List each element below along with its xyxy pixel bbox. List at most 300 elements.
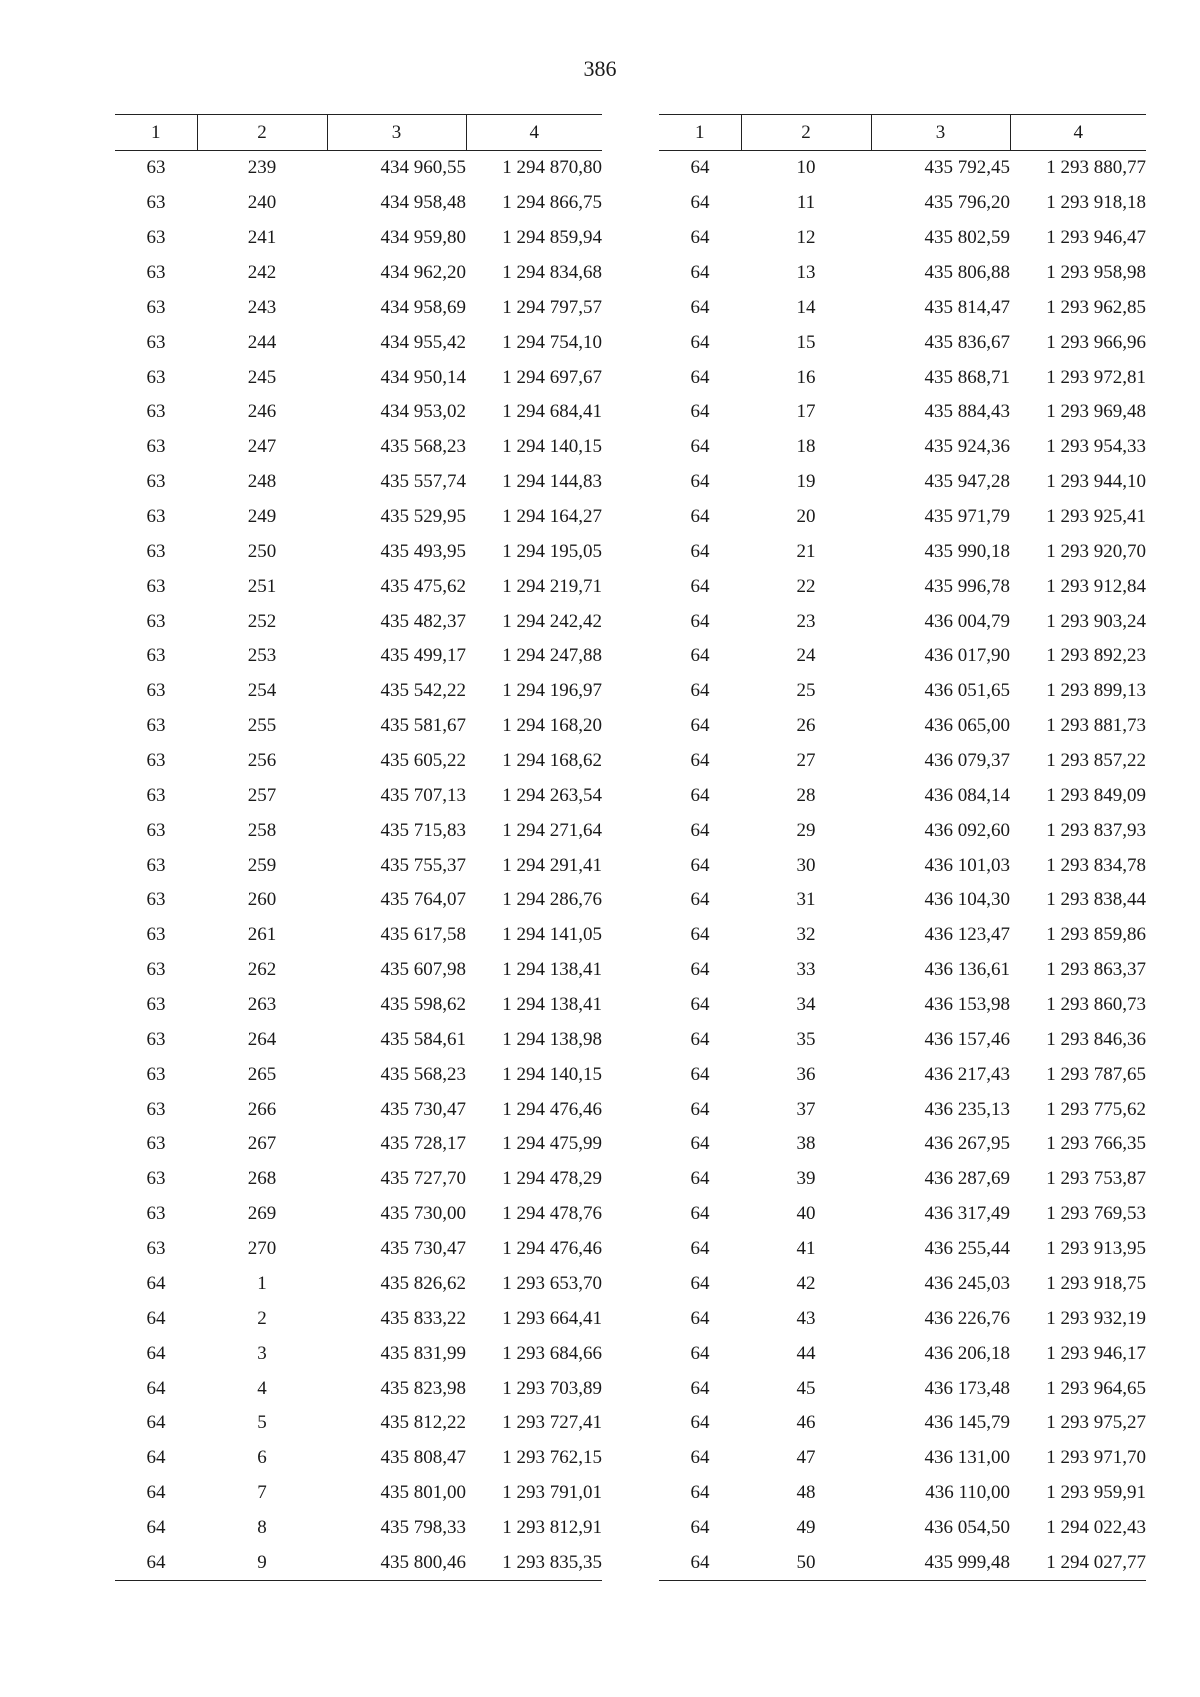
- cell-point-number: 245: [247, 366, 277, 388]
- cell-x-coordinate: 436 317,49: [924, 1203, 1010, 1225]
- cell-parcel-number: 64: [690, 575, 710, 597]
- cell-parcel-number: 63: [146, 1133, 166, 1155]
- cell-parcel-number: 63: [146, 1238, 166, 1260]
- table-body-left: [115, 151, 602, 1581]
- cell-point-number: 248: [247, 471, 277, 493]
- cell-x-coordinate: 435 798,33: [380, 1516, 466, 1538]
- cell-x-coordinate: 435 808,47: [380, 1447, 466, 1469]
- cell-x-coordinate: 435 542,22: [380, 680, 466, 702]
- cell-parcel-number: 64: [690, 227, 710, 249]
- table-row: [115, 674, 602, 709]
- cell-point-number: 19: [796, 471, 816, 493]
- cell-point-number: 267: [247, 1133, 277, 1155]
- cell-x-coordinate: 435 499,17: [380, 645, 466, 667]
- table-row: [659, 465, 1146, 500]
- table-row: [115, 988, 602, 1023]
- cell-y-coordinate: 1 294 291,41: [502, 854, 602, 876]
- cell-parcel-number: 63: [146, 819, 166, 841]
- table-row: [115, 1441, 602, 1476]
- cell-x-coordinate: 436 217,43: [924, 1063, 1010, 1085]
- cell-y-coordinate: 1 293 964,65: [1046, 1377, 1146, 1399]
- cell-parcel-number: 63: [146, 1028, 166, 1050]
- cell-y-coordinate: 1 294 870,80: [502, 157, 602, 179]
- cell-parcel-number: 64: [146, 1272, 166, 1294]
- cell-point-number: 240: [247, 192, 277, 214]
- cell-point-number: 36: [796, 1063, 816, 1085]
- cell-point-number: 46: [796, 1412, 816, 1434]
- cell-y-coordinate: 1 294 475,99: [502, 1133, 602, 1155]
- table-row: [115, 1476, 602, 1511]
- cell-point-number: 35: [796, 1028, 816, 1050]
- cell-y-coordinate: 1 293 769,53: [1046, 1203, 1146, 1225]
- cell-point-number: 242: [247, 262, 277, 283]
- coordinates-table-left: [115, 114, 602, 1581]
- table-header-row: [659, 115, 1146, 151]
- cell-y-coordinate: 1 293 837,93: [1046, 819, 1146, 841]
- cell-parcel-number: 64: [690, 889, 710, 911]
- cell-y-coordinate: 1 293 766,35: [1046, 1133, 1146, 1155]
- cell-point-number: 11: [796, 192, 816, 214]
- cell-parcel-number: 64: [146, 1516, 166, 1538]
- table-row: [659, 1162, 1146, 1197]
- cell-x-coordinate: 435 884,43: [924, 401, 1010, 423]
- table-row: [115, 1127, 602, 1162]
- cell-parcel-number: 63: [146, 331, 166, 353]
- cell-parcel-number: 64: [690, 645, 710, 667]
- cell-parcel-number: 64: [146, 1377, 166, 1399]
- table-row: [115, 1545, 602, 1580]
- cell-parcel-number: 64: [690, 1447, 710, 1469]
- cell-parcel-number: 64: [690, 680, 710, 702]
- cell-y-coordinate: 1 293 918,75: [1046, 1272, 1146, 1294]
- cell-parcel-number: 63: [146, 227, 166, 249]
- table-row: [115, 1336, 602, 1371]
- table-row: [115, 1406, 602, 1441]
- table-row: [659, 256, 1146, 291]
- table-row: [115, 883, 602, 918]
- cell-point-number: 269: [247, 1203, 277, 1225]
- cell-x-coordinate: 435 755,37: [380, 854, 466, 876]
- cell-y-coordinate: 1 293 857,22: [1046, 750, 1146, 772]
- cell-point-number: 13: [796, 262, 816, 283]
- table-row: [115, 848, 602, 883]
- cell-y-coordinate: 1 293 912,84: [1046, 575, 1146, 597]
- cell-point-number: 49: [796, 1516, 816, 1538]
- cell-parcel-number: 64: [146, 1307, 166, 1329]
- cell-parcel-number: 64: [690, 1028, 710, 1050]
- table-row: [659, 1267, 1146, 1302]
- table-row: [659, 325, 1146, 360]
- cell-parcel-number: 64: [690, 1098, 710, 1120]
- cell-x-coordinate: 436 051,65: [924, 680, 1010, 702]
- cell-x-coordinate: 434 962,20: [380, 262, 466, 283]
- column-header-1: 1: [115, 115, 197, 151]
- table-row: [659, 1022, 1146, 1057]
- cell-point-number: 1: [257, 1272, 267, 1294]
- table-row: [659, 290, 1146, 325]
- cell-point-number: 6: [257, 1447, 267, 1469]
- cell-x-coordinate: 435 802,59: [924, 227, 1010, 249]
- cell-x-coordinate: 435 482,37: [380, 610, 466, 632]
- cell-y-coordinate: 1 293 971,70: [1046, 1447, 1146, 1469]
- cell-parcel-number: 64: [690, 506, 710, 528]
- cell-point-number: 262: [247, 959, 277, 981]
- cell-parcel-number: 64: [690, 192, 710, 214]
- table-row: [115, 325, 602, 360]
- cell-x-coordinate: 435 868,71: [924, 366, 1010, 388]
- cell-parcel-number: 64: [690, 331, 710, 353]
- cell-parcel-number: 63: [146, 1203, 166, 1225]
- table-row: [659, 395, 1146, 430]
- cell-x-coordinate: 435 806,88: [924, 262, 1010, 283]
- column-header-3: 3: [327, 115, 466, 151]
- cell-point-number: 18: [796, 436, 816, 458]
- cell-y-coordinate: 1 293 880,77: [1046, 157, 1146, 179]
- cell-parcel-number: 64: [690, 784, 710, 806]
- cell-y-coordinate: 1 293 899,13: [1046, 680, 1146, 702]
- table-row: [115, 1232, 602, 1267]
- cell-parcel-number: 64: [690, 1238, 710, 1260]
- cell-x-coordinate: 434 960,55: [380, 157, 466, 179]
- cell-y-coordinate: 1 293 966,96: [1046, 331, 1146, 353]
- cell-point-number: 258: [247, 819, 277, 841]
- cell-parcel-number: 64: [690, 262, 710, 283]
- cell-y-coordinate: 1 293 791,01: [502, 1482, 602, 1504]
- cell-y-coordinate: 1 293 863,37: [1046, 959, 1146, 981]
- cell-point-number: 244: [247, 331, 277, 353]
- cell-point-number: 39: [796, 1168, 816, 1190]
- cell-parcel-number: 64: [690, 471, 710, 493]
- cell-point-number: 42: [796, 1272, 816, 1294]
- table-row: [115, 151, 602, 186]
- cell-y-coordinate: 1 293 969,48: [1046, 401, 1146, 423]
- cell-point-number: 22: [796, 575, 816, 597]
- table-row: [659, 1127, 1146, 1162]
- table-row: [115, 709, 602, 744]
- cell-parcel-number: 64: [146, 1342, 166, 1364]
- cell-x-coordinate: 435 947,28: [924, 471, 1010, 493]
- table-row: [659, 918, 1146, 953]
- cell-parcel-number: 63: [146, 575, 166, 597]
- cell-point-number: 15: [796, 331, 816, 353]
- cell-point-number: 17: [796, 401, 816, 423]
- table-row: [659, 813, 1146, 848]
- cell-parcel-number: 63: [146, 157, 166, 179]
- cell-point-number: 7: [257, 1482, 267, 1504]
- cell-point-number: 34: [796, 994, 816, 1016]
- table-row: [659, 709, 1146, 744]
- table-row: [659, 151, 1146, 186]
- cell-parcel-number: 64: [690, 1063, 710, 1085]
- cell-y-coordinate: 1 294 138,98: [502, 1028, 602, 1050]
- cell-y-coordinate: 1 293 972,81: [1046, 366, 1146, 388]
- cell-x-coordinate: 435 493,95: [380, 540, 466, 562]
- cell-parcel-number: 63: [146, 784, 166, 806]
- cell-y-coordinate: 1 293 753,87: [1046, 1168, 1146, 1190]
- table-row: [659, 1371, 1146, 1406]
- cell-x-coordinate: 436 235,13: [924, 1098, 1010, 1120]
- cell-point-number: 3: [257, 1342, 267, 1364]
- cell-point-number: 14: [796, 296, 816, 318]
- cell-y-coordinate: 1 293 653,70: [502, 1272, 602, 1294]
- cell-x-coordinate: 435 605,22: [380, 750, 466, 772]
- column-header-4: 4: [1010, 115, 1146, 151]
- cell-parcel-number: 64: [659, 1545, 741, 1580]
- table-row: [659, 1232, 1146, 1267]
- cell-x-coordinate: 435 971,79: [924, 506, 1010, 528]
- cell-parcel-number: 64: [146, 1412, 166, 1434]
- table-row: [115, 813, 602, 848]
- cell-y-coordinate: 1 293 684,66: [502, 1342, 602, 1364]
- cell-point-number: 5: [257, 1412, 267, 1434]
- table-row: [659, 430, 1146, 465]
- table-row: [115, 778, 602, 813]
- cell-parcel-number: 64: [690, 1272, 710, 1294]
- cell-parcel-number: 63: [146, 540, 166, 562]
- cell-parcel-number: 63: [146, 715, 166, 737]
- cell-y-coordinate: 1 294 219,71: [502, 575, 602, 597]
- cell-point-number: 37: [796, 1098, 816, 1120]
- column-header-1: 1: [659, 115, 741, 151]
- cell-point-number: 254: [247, 680, 277, 702]
- cell-x-coordinate: 435 727,70: [380, 1168, 466, 1190]
- cell-y-coordinate: 1 293 944,10: [1046, 471, 1146, 493]
- cell-parcel-number: 64: [690, 1203, 710, 1225]
- cell-y-coordinate: 1 293 727,41: [502, 1412, 602, 1434]
- cell-parcel-number: 64: [690, 819, 710, 841]
- cell-parcel-number: 63: [146, 471, 166, 493]
- cell-y-coordinate: 1 294 697,67: [502, 366, 602, 388]
- cell-y-coordinate: 1 294 286,76: [502, 889, 602, 911]
- cell-point-number: 2: [257, 1307, 267, 1329]
- cell-point-number: 270: [247, 1238, 277, 1260]
- cell-point-number: 50: [741, 1545, 871, 1580]
- cell-point-number: 250: [247, 540, 277, 562]
- cell-y-coordinate: 1 294 684,41: [502, 401, 602, 423]
- cell-parcel-number: 64: [690, 1168, 710, 1190]
- table-row: [659, 1092, 1146, 1127]
- cell-parcel-number: 63: [146, 506, 166, 528]
- cell-parcel-number: 63: [146, 366, 166, 388]
- cell-point-number: 31: [796, 889, 816, 911]
- cell-x-coordinate: 435 999,48: [871, 1545, 1010, 1580]
- cell-point-number: 23: [796, 610, 816, 632]
- cell-x-coordinate: 435 730,47: [380, 1238, 466, 1260]
- cell-x-coordinate: 435 730,47: [380, 1098, 466, 1120]
- cell-parcel-number: 64: [690, 959, 710, 981]
- cell-parcel-number: 64: [690, 750, 710, 772]
- coordinates-table-right: [659, 114, 1146, 1581]
- cell-y-coordinate: 1 294 797,57: [502, 296, 602, 318]
- cell-parcel-number: 64: [690, 296, 710, 318]
- cell-x-coordinate: 435 792,45: [924, 157, 1010, 179]
- cell-point-number: 32: [796, 924, 816, 946]
- cell-point-number: 41: [796, 1238, 816, 1260]
- cell-y-coordinate: 1 293 881,73: [1046, 715, 1146, 737]
- cell-x-coordinate: 436 065,00: [924, 715, 1010, 737]
- table-row: [115, 395, 602, 430]
- cell-x-coordinate: 436 153,98: [924, 994, 1010, 1016]
- table-row: [115, 221, 602, 256]
- cell-parcel-number: 63: [146, 854, 166, 876]
- table-row: [115, 360, 602, 395]
- cell-x-coordinate: 435 996,78: [924, 575, 1010, 597]
- cell-y-coordinate: 1 294 478,76: [502, 1203, 602, 1225]
- cell-x-coordinate: 436 092,60: [924, 819, 1010, 841]
- cell-y-coordinate: 1 294 242,42: [502, 610, 602, 632]
- cell-point-number: 259: [247, 854, 277, 876]
- cell-y-coordinate: 1 294 476,46: [502, 1098, 602, 1120]
- cell-point-number: 24: [796, 645, 816, 667]
- table-row: [115, 1092, 602, 1127]
- table-row: [659, 569, 1146, 604]
- cell-point-number: 10: [796, 157, 816, 179]
- cell-parcel-number: 63: [146, 959, 166, 981]
- page-number: 386: [583, 56, 617, 81]
- cell-y-coordinate: 1 294 138,41: [502, 959, 602, 981]
- cell-parcel-number: 64: [690, 1342, 710, 1364]
- cell-point-number: 239: [247, 157, 277, 179]
- cell-y-coordinate: 1 294 754,10: [502, 331, 602, 353]
- cell-parcel-number: 63: [146, 924, 166, 946]
- cell-y-coordinate: 1 293 838,44: [1046, 889, 1146, 911]
- table-row: [659, 848, 1146, 883]
- cell-parcel-number: 64: [690, 540, 710, 562]
- table-row: [659, 500, 1146, 535]
- cell-y-coordinate: 1 293 954,33: [1046, 436, 1146, 458]
- cell-x-coordinate: 435 557,74: [380, 471, 466, 493]
- cell-point-number: 260: [247, 889, 277, 911]
- cell-y-coordinate: 1 294 138,41: [502, 994, 602, 1016]
- table-row: [659, 639, 1146, 674]
- cell-y-coordinate: 1 294 140,15: [502, 436, 602, 458]
- table-row: [115, 1301, 602, 1336]
- cell-point-number: 249: [247, 506, 277, 528]
- table-header-row: [115, 115, 602, 151]
- table-row: [659, 1545, 1146, 1580]
- cell-y-coordinate: 1 293 932,19: [1046, 1307, 1146, 1329]
- cell-x-coordinate: 434 958,69: [380, 296, 466, 318]
- cell-parcel-number: 64: [146, 1482, 166, 1504]
- cell-x-coordinate: 436 123,47: [924, 924, 1010, 946]
- cell-parcel-number: 64: [690, 366, 710, 388]
- cell-x-coordinate: 435 730,00: [380, 1203, 466, 1225]
- table-row: [659, 186, 1146, 221]
- cell-point-number: 8: [257, 1516, 267, 1538]
- cell-y-coordinate: 1 294 866,75: [502, 192, 602, 214]
- table-row: [659, 1057, 1146, 1092]
- cell-point-number: 257: [247, 784, 277, 806]
- table-row: [659, 778, 1146, 813]
- cell-x-coordinate: 435 598,62: [380, 994, 466, 1016]
- cell-x-coordinate: 435 831,99: [380, 1342, 466, 1364]
- cell-parcel-number: 64: [690, 1133, 710, 1155]
- cell-y-coordinate: 1 294 478,29: [502, 1168, 602, 1190]
- cell-y-coordinate: 1 294 168,20: [502, 715, 602, 737]
- cell-y-coordinate: 1 293 946,17: [1046, 1342, 1146, 1364]
- cell-x-coordinate: 436 206,18: [924, 1342, 1010, 1364]
- cell-parcel-number: 64: [690, 610, 710, 632]
- cell-y-coordinate: 1 294 263,54: [502, 784, 602, 806]
- cell-parcel-number: 63: [146, 296, 166, 318]
- column-header-2: 2: [197, 115, 327, 151]
- cell-point-number: 21: [796, 540, 816, 562]
- cell-point-number: 30: [796, 854, 816, 876]
- cell-parcel-number: 64: [690, 1307, 710, 1329]
- cell-point-number: 255: [247, 715, 277, 737]
- cell-y-coordinate: 1 293 775,62: [1046, 1098, 1146, 1120]
- table-row: [659, 221, 1146, 256]
- cell-y-coordinate: 1 294 247,88: [502, 645, 602, 667]
- cell-x-coordinate: 436 226,76: [924, 1307, 1010, 1329]
- cell-x-coordinate: 435 728,17: [380, 1133, 466, 1155]
- cell-x-coordinate: 435 800,46: [327, 1545, 466, 1580]
- table-row: [115, 604, 602, 639]
- cell-y-coordinate: 1 293 762,15: [502, 1447, 602, 1469]
- table-row: [115, 465, 602, 500]
- cell-parcel-number: 63: [146, 192, 166, 214]
- cell-point-number: 247: [247, 436, 277, 458]
- cell-y-coordinate: 1 294 022,43: [1046, 1516, 1146, 1538]
- cell-point-number: 47: [796, 1447, 816, 1469]
- cell-y-coordinate: 1 293 849,09: [1046, 784, 1146, 806]
- cell-y-coordinate: 1 293 920,70: [1046, 540, 1146, 562]
- cell-x-coordinate: 434 958,48: [380, 192, 466, 214]
- table-row: [115, 1511, 602, 1546]
- cell-point-number: 43: [796, 1307, 816, 1329]
- cell-x-coordinate: 436 145,79: [924, 1412, 1010, 1434]
- cell-parcel-number: 63: [146, 401, 166, 423]
- cell-parcel-number: 63: [146, 610, 166, 632]
- cell-y-coordinate: 1 293 664,41: [502, 1307, 602, 1329]
- table-row: [659, 1301, 1146, 1336]
- cell-y-coordinate: 1 293 834,78: [1046, 854, 1146, 876]
- cell-x-coordinate: 436 245,03: [924, 1272, 1010, 1294]
- table-row: [115, 290, 602, 325]
- cell-y-coordinate: 1 293 835,35: [466, 1545, 602, 1580]
- table-row: [659, 1336, 1146, 1371]
- cell-y-coordinate: 1 294 140,15: [502, 1063, 602, 1085]
- cell-x-coordinate: 435 581,67: [380, 715, 466, 737]
- cell-y-coordinate: 1 294 196,97: [502, 680, 602, 702]
- column-header-3: 3: [871, 115, 1010, 151]
- cell-x-coordinate: 435 475,62: [380, 575, 466, 597]
- cell-point-number: 9: [197, 1545, 327, 1580]
- cell-parcel-number: 64: [146, 1447, 166, 1469]
- table-row: [115, 1371, 602, 1406]
- column-header-2: 2: [741, 115, 871, 151]
- cell-x-coordinate: 436 157,46: [924, 1028, 1010, 1050]
- cell-point-number: 48: [796, 1482, 816, 1504]
- table-row: [115, 953, 602, 988]
- cell-y-coordinate: 1 294 834,68: [502, 262, 602, 283]
- cell-point-number: 40: [796, 1203, 816, 1225]
- table-row: [115, 1197, 602, 1232]
- cell-x-coordinate: 436 255,44: [924, 1238, 1010, 1260]
- cell-parcel-number: 64: [690, 157, 710, 179]
- cell-point-number: 252: [247, 610, 277, 632]
- cell-parcel-number: 64: [690, 436, 710, 458]
- cell-parcel-number: 63: [146, 889, 166, 911]
- cell-point-number: 16: [796, 366, 816, 388]
- cell-x-coordinate: 436 054,50: [924, 1516, 1010, 1538]
- table-row: [659, 674, 1146, 709]
- table-row: [115, 186, 602, 221]
- cell-point-number: 256: [247, 750, 277, 772]
- cell-parcel-number: 63: [146, 262, 166, 283]
- table-row: [115, 500, 602, 535]
- cell-y-coordinate: 1 294 027,77: [1010, 1545, 1146, 1580]
